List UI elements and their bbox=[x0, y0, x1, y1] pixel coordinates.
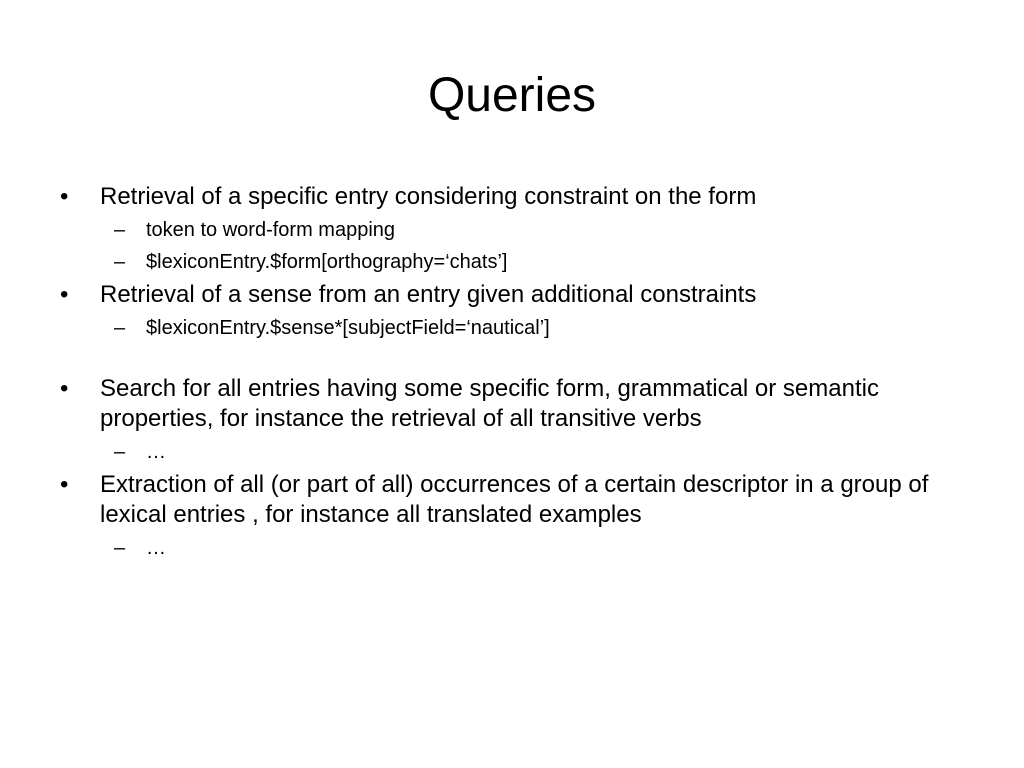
bullet-text: Retrieval of a specific entry considering constraint on the form bbox=[100, 183, 757, 210]
dash-icon: – bbox=[114, 317, 126, 339]
sub-list bbox=[100, 314, 980, 342]
bullet-icon: • bbox=[60, 375, 69, 402]
dash-icon: – bbox=[114, 537, 126, 559]
bullet-item-2 bbox=[60, 280, 980, 342]
sub-item-text: … bbox=[146, 441, 166, 463]
sub-item-text: $lexiconEntry.$form[orthography=‘chats’] bbox=[146, 251, 508, 273]
sub-list bbox=[100, 534, 980, 562]
sub-list bbox=[100, 438, 980, 466]
bullet-text: Search for all entries having some specific form, grammatical or semantic properties, for instance the retrieval of all transitive verbs bbox=[100, 375, 879, 432]
bullet-text: Retrieval of a sense from an entry given additional constraints bbox=[100, 281, 757, 308]
dash-icon: – bbox=[114, 441, 126, 463]
sub-item-text: $lexiconEntry.$sense*[subjectField=‘nautical’] bbox=[146, 317, 550, 339]
sub-item-text: … bbox=[146, 537, 166, 559]
bullet-list bbox=[60, 178, 980, 566]
sub-item bbox=[114, 534, 980, 562]
sub-item bbox=[114, 248, 980, 276]
bullet-icon: • bbox=[60, 183, 69, 210]
bullet-item-3 bbox=[60, 374, 980, 466]
bullet-icon: • bbox=[60, 471, 69, 498]
bullet-icon: • bbox=[60, 281, 69, 308]
sub-list bbox=[100, 216, 980, 276]
slide-title: Queries bbox=[427, 69, 597, 122]
dash-icon: – bbox=[114, 251, 126, 273]
dash-icon: – bbox=[114, 219, 126, 241]
sub-item bbox=[114, 216, 980, 244]
sub-item bbox=[114, 314, 980, 342]
bullet-text: Extraction of all (or part of all) occurrences of a certain descriptor in a group of lexical entries , for instance all translated examples bbox=[100, 471, 929, 528]
sub-item bbox=[114, 438, 980, 466]
bullet-item-1 bbox=[60, 182, 980, 276]
bullet-item-4 bbox=[60, 470, 980, 562]
sub-item-text: token to word-form mapping bbox=[146, 219, 396, 241]
